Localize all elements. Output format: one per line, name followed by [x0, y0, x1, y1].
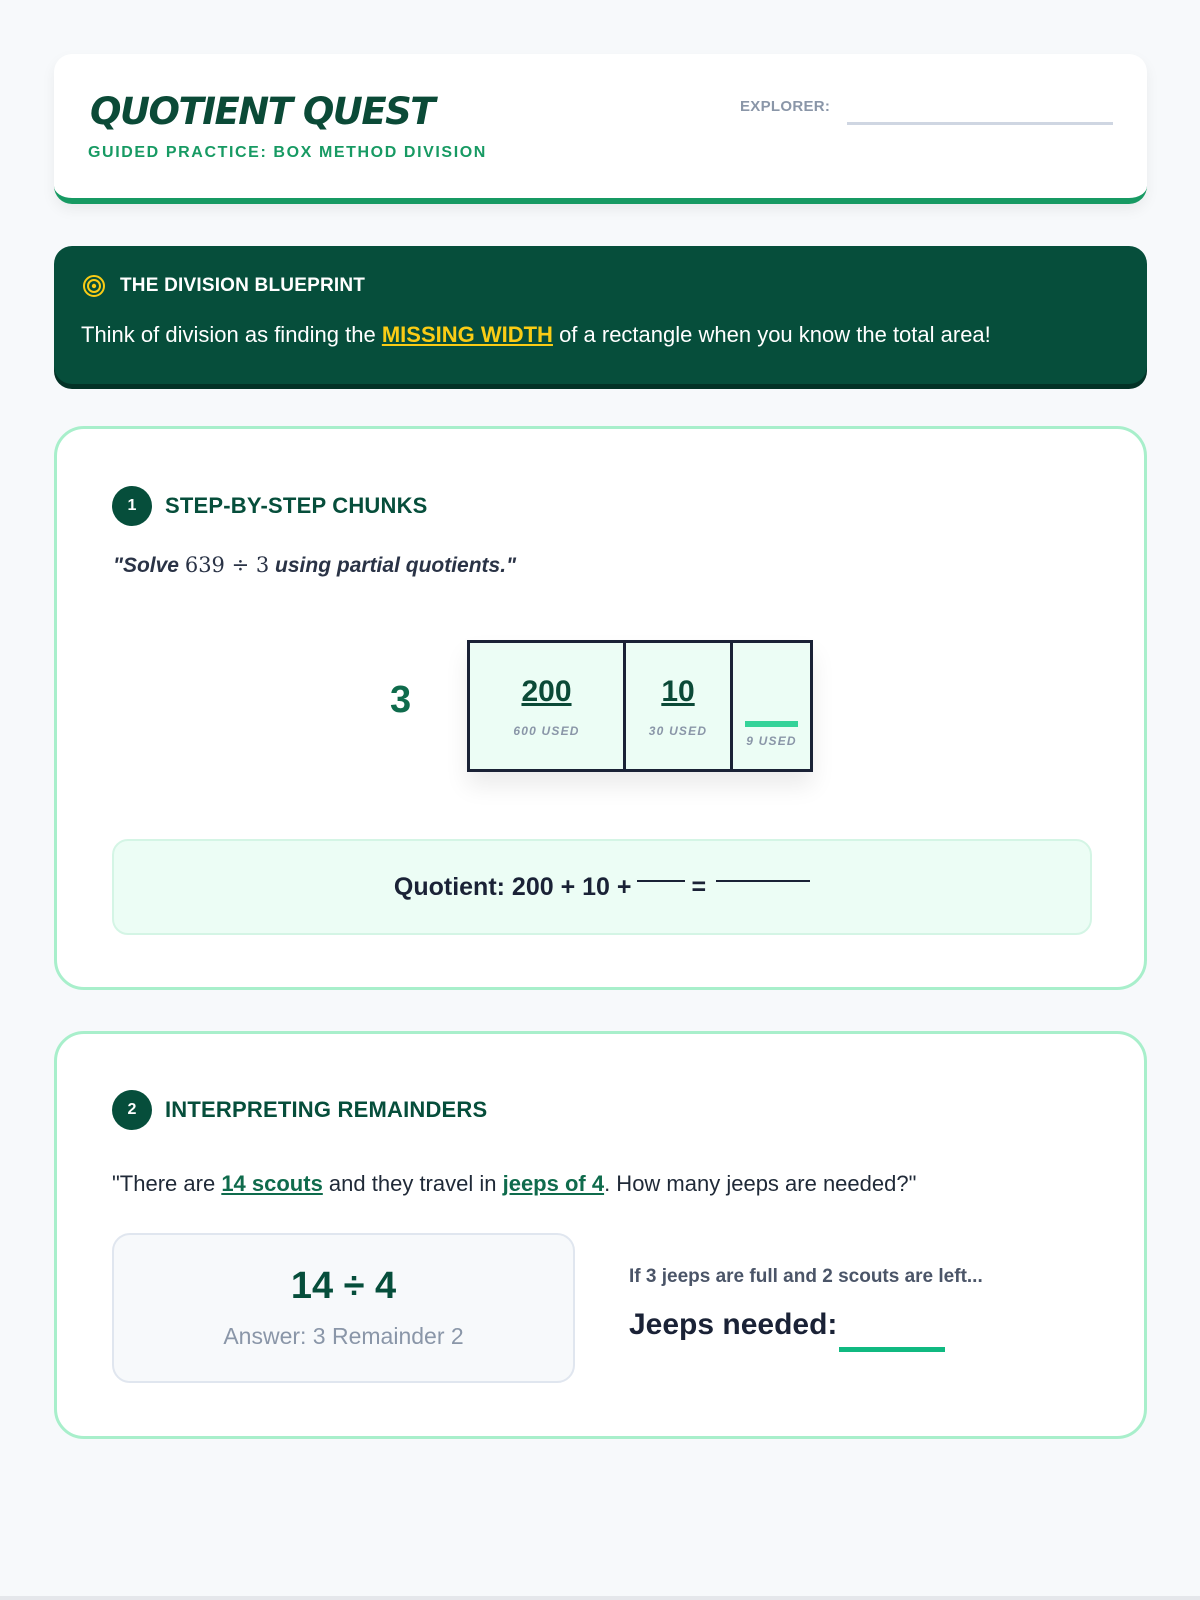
target-icon [82, 274, 106, 298]
blueprint-text-after: of a rectangle when you know the total area! [552, 322, 991, 347]
step-1-prompt-after: using partial quotients." [269, 554, 517, 577]
blueprint-title: THE DIVISION BLUEPRINT [120, 275, 366, 296]
step-1-title: STEP-BY-STEP CHUNKS [165, 493, 428, 518]
area-cell-2 [626, 643, 733, 769]
quotient-box [112, 839, 1092, 935]
keyword-jeeps: jeeps of 4 [502, 1171, 605, 1196]
calculation-box [112, 1233, 575, 1383]
area-cell-3 [733, 643, 810, 769]
area-cell-1-used: 600 USED [513, 724, 580, 738]
quotient-blank-part[interactable] [637, 880, 685, 882]
step-2-badge: 2 [112, 1090, 152, 1130]
step-2-card [54, 1031, 1147, 1439]
keyword-scouts: 14 scouts [221, 1171, 323, 1196]
step-2-prompt-mid: and they travel in [322, 1171, 503, 1196]
step-2-prompt [112, 1171, 916, 1197]
step-2-prompt-start: "There are [112, 1171, 222, 1196]
blueprint-banner [54, 246, 1147, 384]
explorer-label: EXPLORER: [740, 98, 831, 115]
step-1-badge: 1 [112, 486, 152, 526]
step-2-prompt-end: . How many jeeps are needed?" [604, 1171, 917, 1196]
page-bottom-edge [0, 1596, 1200, 1600]
jeeps-needed-label: Jeeps needed: [629, 1308, 838, 1341]
blueprint-text [81, 322, 991, 348]
blueprint-highlight: MISSING WIDTH [381, 322, 553, 347]
area-cell-3-blank[interactable] [745, 721, 798, 727]
worksheet-header [54, 54, 1147, 204]
step-1-prompt [113, 553, 516, 578]
area-cell-1 [470, 643, 626, 769]
quotient-blank-total[interactable] [716, 880, 810, 882]
remainder-hint: If 3 jeeps are full and 2 scouts are left... [629, 1266, 983, 1287]
step-1-card [54, 426, 1147, 990]
area-cell-3-used: 9 USED [746, 734, 797, 748]
calculation-equation: 14 ÷ 4 [290, 1265, 397, 1307]
box-divisor: 3 [390, 679, 412, 721]
page-subtitle: GUIDED PRACTICE: BOX METHOD DIVISION [88, 144, 487, 161]
step-1-prompt-math: 639 ÷ 3 [184, 553, 270, 577]
quotient-text: Quotient: 200 + 10 + [393, 872, 632, 901]
area-cell-2-used: 30 USED [648, 724, 708, 738]
step-1-prompt-before: "Solve [113, 554, 185, 577]
area-box [467, 640, 813, 772]
page-title: QUOTIENT QUEST [90, 90, 434, 133]
area-cell-2-value: 10 [661, 675, 695, 708]
explorer-name-field[interactable] [847, 122, 1113, 125]
jeeps-needed-blank[interactable] [839, 1347, 945, 1352]
quotient-equals: = [691, 872, 707, 901]
blueprint-text-before: Think of division as finding the [81, 322, 382, 347]
area-cell-1-value: 200 [521, 675, 572, 708]
step-2-title: INTERPRETING REMAINDERS [165, 1097, 488, 1122]
calculation-answer: Answer: 3 Remainder 2 [223, 1323, 464, 1349]
